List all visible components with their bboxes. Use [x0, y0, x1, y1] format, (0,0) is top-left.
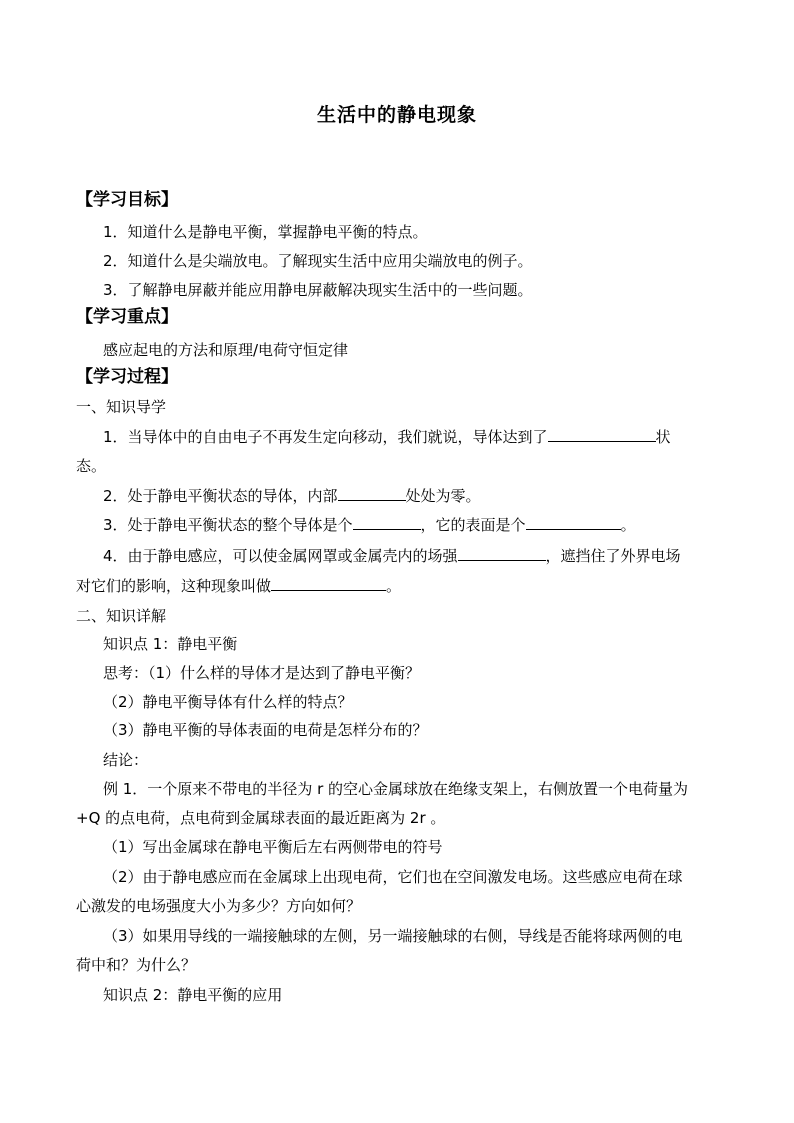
question-4-text-2: 对它们的影响，这种现象叫做: [76, 577, 272, 595]
answer-blank[interactable]: [526, 515, 621, 530]
question-3-text: 3．处于静电平衡状态的整个导体是个: [103, 516, 353, 534]
question-3-tail: 。: [620, 516, 636, 534]
answer-blank[interactable]: [338, 486, 406, 501]
knowledge-point-2: 知识点 2：静电平衡的应用: [103, 986, 283, 1004]
conclusion-label: 结论：: [103, 751, 149, 769]
example-1-question-2-line-2: 心激发的电场强度大小为多少？方向如何？: [76, 897, 362, 915]
question-4-tail: 。: [386, 577, 402, 595]
example-1-line-2: +Q 的点电荷，点电荷到金属球表面的最近距离为 2r 。: [76, 809, 446, 827]
question-1-tail: 状: [655, 428, 671, 446]
example-1-question-1: （1）写出金属球在静电平衡后左右两侧带电的符号: [103, 838, 443, 856]
question-4-middle: ，遮挡住了外界电场: [545, 547, 681, 565]
example-1-question-3-line-2: 荷中和？为什么？: [76, 956, 197, 974]
question-3-line: [103, 515, 636, 535]
objective-item-2: 2．知道什么是尖端放电。了解现实生活中应用尖端放电的例子。: [103, 252, 533, 270]
answer-blank[interactable]: [271, 576, 386, 591]
answer-blank[interactable]: [353, 515, 421, 530]
example-1-question-2-line-1: （2）由于静电感应而在金属球上出现电荷，它们也在空间激发电场。这些感应电荷在球: [103, 868, 683, 886]
process-heading: 【学习过程】: [76, 367, 178, 387]
question-2-line: [103, 486, 481, 506]
question-4-continued-line: [76, 576, 401, 596]
question-1-continued: 态。: [76, 457, 107, 475]
answer-blank[interactable]: [548, 427, 656, 442]
example-1-line-1: 例 1．一个原来不带电的半径为 r 的空心金属球放在绝缘支架上，右侧放置一个电荷量为: [103, 780, 689, 798]
question-4-line: [103, 546, 681, 566]
question-1-line: [103, 427, 671, 447]
think-question-1: 思考：（1）什么样的导体才是达到了静电平衡？: [103, 664, 421, 682]
question-3-middle: ，它的表面是个: [420, 516, 526, 534]
question-1-text: 1．当导体中的自由电子不再发生定向移动，我们就说，导体达到了: [103, 428, 548, 446]
document-title: 生活中的静电现象: [316, 104, 477, 126]
question-4-text: 4．由于静电感应，可以使金属网罩或金属壳内的场强: [103, 547, 458, 565]
think-question-2: （2）静电平衡导体有什么样的特点？: [103, 693, 353, 711]
think-question-3: （3）静电平衡的导体表面的电荷是怎样分布的？: [103, 721, 428, 739]
answer-blank[interactable]: [458, 546, 546, 561]
example-1-question-3-line-1: （3）如果用导线的一端接触球的左侧，另一端接触球的右侧，导线是否能将球两侧的电: [103, 927, 683, 945]
part1-title: 一、知识导学: [76, 398, 167, 416]
objective-item-3: 3．了解静电屏蔽并能应用静电屏蔽解决现实生活中的一些问题。: [103, 281, 533, 299]
objectives-heading: 【学习目标】: [76, 190, 178, 210]
knowledge-point-1: 知识点 1：静电平衡: [103, 635, 238, 653]
question-2-text: 2．处于静电平衡状态的导体，内部: [103, 487, 338, 505]
key-points-text: 感应起电的方法和原理/电荷守恒定律: [103, 341, 349, 359]
part2-title: 二、知识详解: [76, 607, 167, 625]
question-2-tail: 处处为零。: [405, 487, 481, 505]
objective-item-1: 1．知道什么是静电平衡，掌握静电平衡的特点。: [103, 223, 428, 241]
key-points-heading: 【学习重点】: [76, 307, 178, 327]
